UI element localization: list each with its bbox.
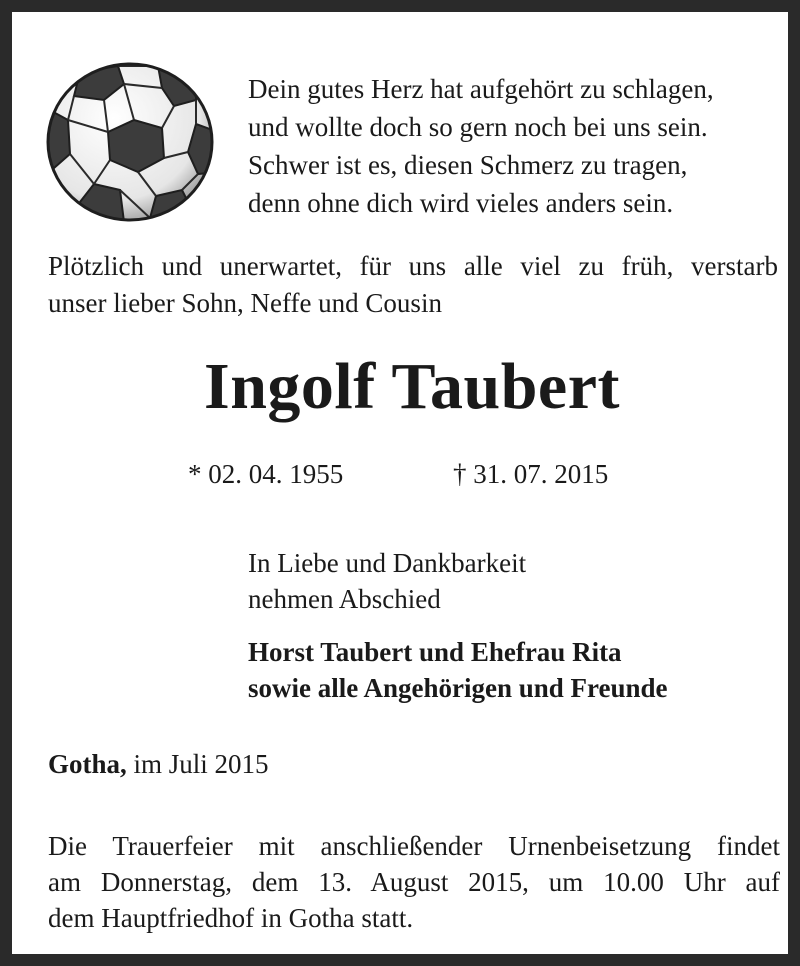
mourners-line: sowie alle Angehörigen und Freunde — [248, 673, 668, 703]
poem — [248, 70, 714, 222]
intro-text — [48, 248, 778, 322]
date: im Juli 2015 — [133, 749, 269, 779]
mourners-line: Horst Taubert und Ehefrau Rita — [248, 637, 622, 667]
farewell-line: In Liebe und Dankbarkeit — [248, 548, 527, 578]
deceased-name: Ingolf Taubert — [204, 350, 620, 423]
place: Gotha, — [48, 749, 127, 779]
mourners — [248, 634, 668, 706]
poem-line: Dein gutes Herz hat aufgehört zu schlagen, — [248, 74, 714, 104]
poem-line: und wollte doch so gern noch bei uns sein. — [248, 112, 708, 142]
poem-line: denn ohne dich wird vieles anders sein. — [248, 188, 674, 218]
soccer-ball-icon — [46, 62, 214, 222]
death-date: † 31. 07. 2015 — [453, 459, 609, 489]
farewell-text — [248, 545, 526, 617]
ceremony-line: dem Hauptfriedhof in Gotha statt. — [48, 903, 414, 933]
ceremony-line: am Donnerstag, dem 13. August 2015, um 10.00 Uhr auf — [48, 867, 780, 897]
ceremony-line: Die Trauerfeier mit anschließender Urnenbeisetzung findet — [48, 831, 780, 861]
intro-line: Plötzlich und unerwartet, für uns alle viel zu früh, verstarb — [48, 251, 778, 281]
poem-line: Schwer ist es, diesen Schmerz zu tragen, — [248, 150, 688, 180]
ceremony-notice — [48, 828, 780, 936]
place-date — [48, 746, 269, 782]
birth-date: * 02. 04. 1955 — [188, 459, 344, 489]
intro-line: unser lieber Sohn, Neffe und Cousin — [48, 288, 442, 318]
farewell-line: nehmen Abschied — [248, 584, 441, 614]
